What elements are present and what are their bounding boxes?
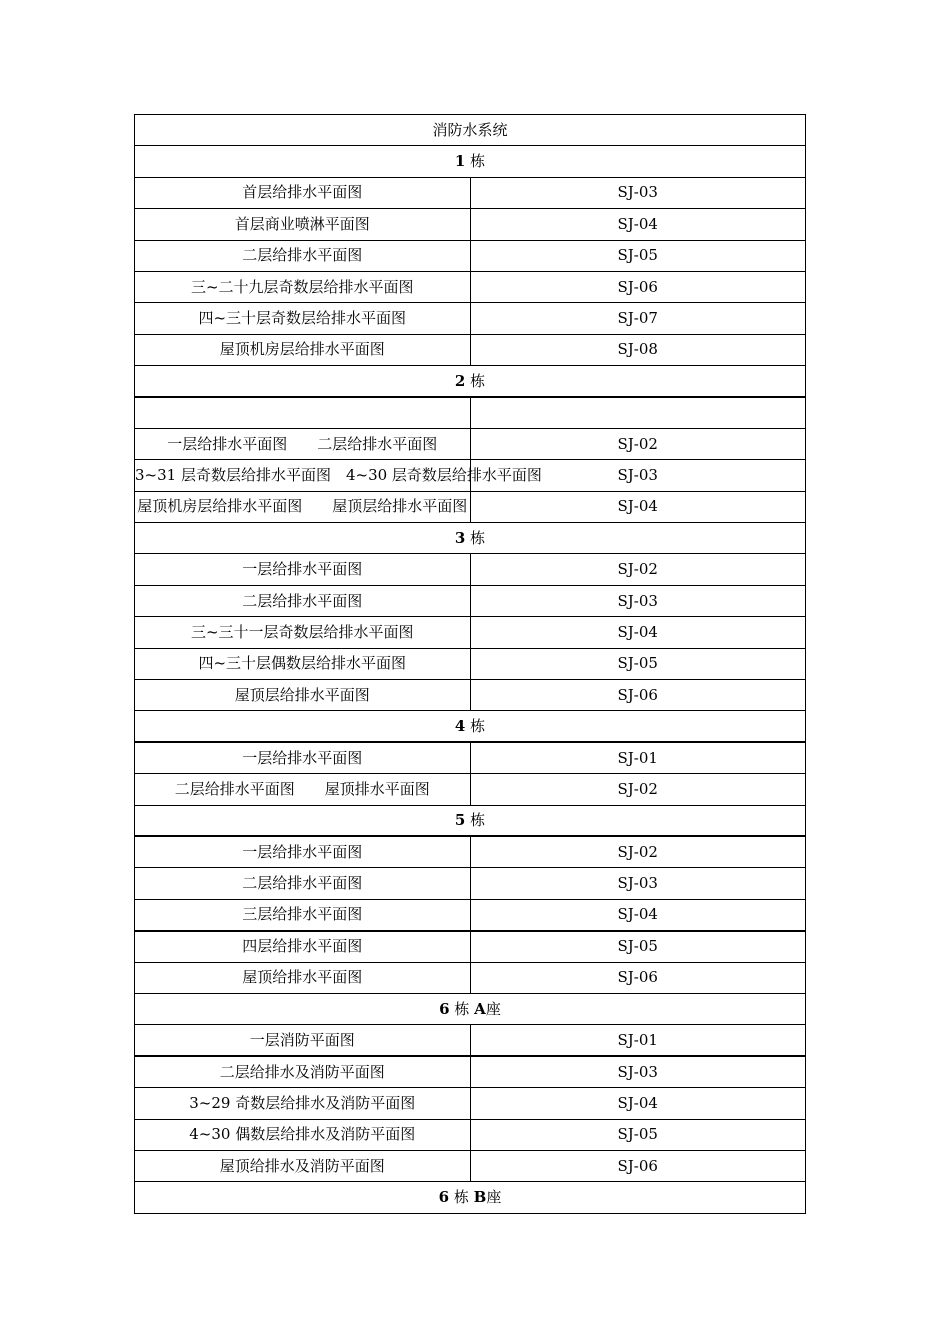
- drawing-name: 一层给排水平面图: [135, 554, 471, 585]
- drawing-name: 三~三十一层奇数层给排水平面图: [135, 617, 471, 648]
- drawing-name: 一层消防平面图: [135, 1025, 471, 1056]
- drawing-name: 4~30 偶数层给排水及消防平面图: [135, 1119, 471, 1150]
- building-header-row: [135, 366, 806, 397]
- drawing-name: 3~31 层奇数层给排水平面图 4~30 层奇数层给排水平面图: [135, 460, 471, 491]
- table-row: [135, 962, 806, 993]
- building-header-row: [135, 146, 806, 177]
- drawing-name: 一层给排水平面图 二层给排水平面图: [135, 428, 471, 459]
- drawing-name: 首层给排水平面图: [135, 177, 471, 208]
- table-row: [135, 460, 806, 491]
- table-row: [135, 774, 806, 805]
- drawing-name: 二层给排水平面图: [135, 868, 471, 899]
- building-unit: 栋: [470, 152, 486, 171]
- drawing-name: 屋顶给排水平面图: [135, 962, 471, 993]
- wing-letter: A: [474, 999, 486, 1018]
- drawing-name: 屋顶层给排水平面图: [135, 680, 471, 711]
- drawing-name: 一层给排水平面图: [135, 836, 471, 867]
- drawing-code: SJ-04: [470, 899, 806, 930]
- building-unit: 栋: [454, 999, 470, 1018]
- drawing-name: 一层给排水平面图: [135, 742, 471, 773]
- table-row: [135, 334, 806, 365]
- drawing-name: [135, 397, 471, 428]
- drawing-code: SJ-06: [470, 680, 806, 711]
- drawing-name: 三层给排水平面图: [135, 899, 471, 930]
- drawing-code: SJ-03: [470, 1056, 806, 1087]
- table-row: [135, 1119, 806, 1150]
- drawing-name: 屋顶机房层给排水平面图: [135, 334, 471, 365]
- drawing-code: SJ-02: [470, 774, 806, 805]
- table-row: [135, 240, 806, 271]
- table-row: [135, 931, 806, 962]
- building-header: [135, 366, 806, 397]
- drawing-code: SJ-03: [470, 868, 806, 899]
- drawing-name: 四~三十层奇数层给排水平面图: [135, 303, 471, 334]
- drawing-code: SJ-02: [470, 836, 806, 867]
- building-unit: 栋: [470, 716, 486, 735]
- building-number: 6: [439, 999, 450, 1018]
- drawing-code: SJ-04: [470, 617, 806, 648]
- table-row: [135, 397, 806, 428]
- drawing-code: SJ-05: [470, 240, 806, 271]
- drawing-code: SJ-05: [470, 931, 806, 962]
- building-header-row: [135, 805, 806, 836]
- drawing-code: SJ-08: [470, 334, 806, 365]
- table-title: 消防水系统: [135, 115, 806, 146]
- drawing-name: 二层给排水平面图 屋顶排水平面图: [135, 774, 471, 805]
- wing-unit: 座: [485, 999, 501, 1018]
- building-header-row: [135, 711, 806, 742]
- building-number: 4: [454, 716, 466, 735]
- building-number: 6: [438, 1187, 450, 1206]
- drawing-code: SJ-03: [470, 585, 806, 616]
- drawing-code: SJ-04: [470, 209, 806, 240]
- drawing-name: 二层给排水平面图: [135, 240, 471, 271]
- drawing-name: 3~29 奇数层给排水及消防平面图: [135, 1088, 471, 1119]
- table-row: [135, 177, 806, 208]
- table-row: [135, 742, 806, 773]
- table-row: [135, 1025, 806, 1056]
- table-row: [135, 1150, 806, 1181]
- drawing-index-body: [135, 115, 806, 1214]
- drawing-code: SJ-01: [470, 1025, 806, 1056]
- building-number: 3: [454, 528, 466, 547]
- drawing-code: SJ-06: [470, 1150, 806, 1181]
- drawing-code: [470, 397, 806, 428]
- table-row: [135, 680, 806, 711]
- building-number: 2: [454, 371, 466, 390]
- drawing-code: SJ-04: [470, 491, 806, 522]
- drawing-code: SJ-05: [470, 1119, 806, 1150]
- drawing-name: 四~三十层偶数层给排水平面图: [135, 648, 471, 679]
- drawing-name: 三~二十九层奇数层给排水平面图: [135, 271, 471, 302]
- table-row: [135, 868, 806, 899]
- table-row: [135, 836, 806, 867]
- table-row: [135, 1056, 806, 1087]
- drawing-name: 二层给排水及消防平面图: [135, 1056, 471, 1087]
- table-row: [135, 428, 806, 459]
- building-header: [135, 523, 806, 554]
- building-number: 1: [454, 152, 466, 171]
- building-header: [135, 711, 806, 742]
- building-header: [135, 993, 806, 1024]
- table-row: [135, 617, 806, 648]
- table-row: [135, 303, 806, 334]
- drawing-code: SJ-06: [470, 962, 806, 993]
- drawing-code: SJ-05: [470, 648, 806, 679]
- building-header-row: [135, 993, 806, 1024]
- table-row: [135, 1088, 806, 1119]
- building-unit: 栋: [470, 528, 486, 547]
- drawing-code: SJ-02: [470, 554, 806, 585]
- drawing-code: SJ-01: [470, 742, 806, 773]
- building-unit: 栋: [470, 811, 486, 830]
- drawing-code: SJ-03: [470, 460, 806, 491]
- wing-letter: B: [473, 1187, 487, 1206]
- table-row: [135, 648, 806, 679]
- drawing-code: SJ-03: [470, 177, 806, 208]
- drawing-code: SJ-07: [470, 303, 806, 334]
- building-header: [135, 805, 806, 836]
- building-number: 5: [454, 811, 466, 830]
- table-row: [135, 585, 806, 616]
- table-row: [135, 491, 806, 522]
- table-row: [135, 271, 806, 302]
- drawing-name: 四层给排水平面图: [135, 931, 471, 962]
- drawing-index-table: [134, 114, 806, 1214]
- drawing-code: SJ-02: [470, 428, 806, 459]
- drawing-name: 屋顶机房层给排水平面图 屋顶层给排水平面图: [135, 491, 471, 522]
- drawing-name: 屋顶给排水及消防平面图: [135, 1150, 471, 1181]
- building-header-row: [135, 1182, 806, 1213]
- drawing-name: 首层商业喷淋平面图: [135, 209, 471, 240]
- building-header-row: [135, 523, 806, 554]
- table-title-row: [135, 115, 806, 146]
- drawing-code: SJ-04: [470, 1088, 806, 1119]
- drawing-code: SJ-06: [470, 271, 806, 302]
- building-header: [135, 1182, 806, 1213]
- drawing-name: 二层给排水平面图: [135, 585, 471, 616]
- wing-unit: 座: [486, 1187, 502, 1206]
- building-unit: 栋: [453, 1187, 469, 1206]
- building-header: [135, 146, 806, 177]
- building-unit: 栋: [470, 371, 486, 390]
- table-row: [135, 899, 806, 930]
- table-row: [135, 209, 806, 240]
- table-row: [135, 554, 806, 585]
